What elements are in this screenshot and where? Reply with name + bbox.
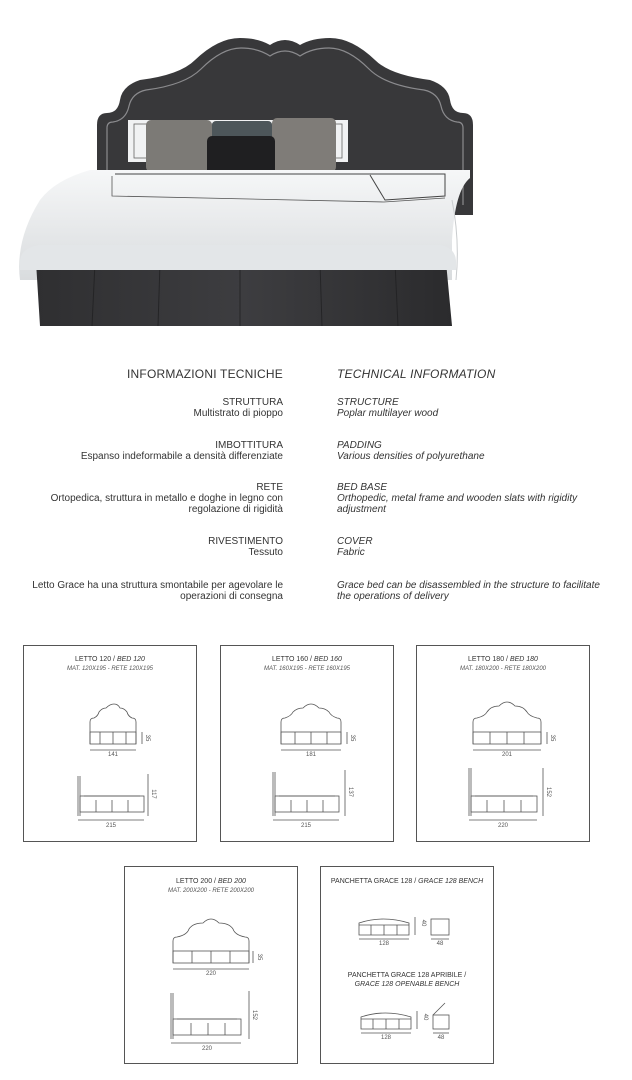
- front-width: 181: [305, 752, 317, 758]
- box-title: LETTO 160 / BED 160: [272, 656, 342, 663]
- box-title: LETTO 180 / BED 180: [468, 656, 538, 663]
- front-height: 35: [549, 734, 555, 742]
- front-height: 35: [144, 734, 150, 742]
- side-length: 220: [201, 1046, 213, 1052]
- note-en: Grace bed can be disassembled in the structure to facilitate the operations of delivery: [337, 580, 600, 602]
- box-title: LETTO 200 / BED 200: [176, 878, 246, 885]
- spec-value-en: Fabric: [337, 547, 365, 558]
- bed-180-diagram: [416, 645, 590, 842]
- spec-value-it: Espanso indeformabile a densità differenziate: [80, 451, 283, 462]
- spec-label-it: RETE: [256, 482, 283, 493]
- technical-specs: [0, 362, 632, 618]
- front-width: 220: [205, 971, 217, 977]
- spec-label-en: COVER: [337, 536, 373, 547]
- spec-label-it: RIVESTIMENTO: [208, 536, 283, 547]
- box-subtitle: MAT. 180X200 - RETE 180X200: [459, 666, 547, 672]
- box-subtitle: MAT. 120X195 - RETE 120X195: [66, 666, 154, 672]
- spec-value-it: Ortopedica, struttura in metallo e doghe in legno con regolazione di rigidità: [50, 493, 283, 515]
- front-width: 141: [107, 752, 119, 758]
- side-height: 137: [347, 786, 353, 798]
- openable-bench-depth: 48: [437, 1035, 445, 1041]
- side-height: 152: [251, 1009, 257, 1021]
- bench-height: 40: [420, 919, 426, 927]
- openable-bench-width: 128: [380, 1035, 392, 1041]
- specs-header-it: INFORMAZIONI TECNICHE: [127, 367, 283, 381]
- specs-header-en: TECHNICAL INFORMATION: [337, 367, 496, 381]
- spec-padding: [0, 435, 632, 477]
- bed-photo: [0, 0, 632, 345]
- front-width: 201: [501, 752, 513, 758]
- box-subtitle: MAT. 160X195 - RETE 160X195: [263, 666, 351, 672]
- openable-bench-title-en: GRACE 128 OPENABLE BENCH: [354, 981, 460, 988]
- spec-label-en: PADDING: [337, 440, 382, 451]
- bed-120-diagram: [23, 645, 197, 842]
- bed-skirt: [36, 262, 452, 326]
- bed-160-diagram: [220, 645, 394, 842]
- front-height: 35: [256, 953, 262, 961]
- spec-value-en: Orthopedic, metal frame and wooden slats with rigidity adjustment: [337, 493, 578, 515]
- spec-value-en: Various densities of polyurethane: [337, 451, 485, 462]
- side-height: 152: [545, 786, 551, 798]
- bench-width: 128: [378, 941, 390, 947]
- side-length: 215: [300, 823, 312, 829]
- side-length: 220: [497, 823, 509, 829]
- openable-bench-height: 40: [422, 1013, 428, 1021]
- spec-label-it: STRUTTURA: [222, 397, 283, 408]
- side-length: 215: [105, 823, 117, 829]
- box-title: LETTO 120 / BED 120: [75, 656, 145, 663]
- spec-label-it: IMBOTTITURA: [215, 440, 283, 451]
- bench-diagram: [320, 866, 494, 1064]
- spec-value-it: Multistrato di pioppo: [193, 408, 283, 419]
- spec-value-it: Tessuto: [248, 547, 283, 558]
- bed-200-diagram: [124, 866, 298, 1064]
- spec-structure: [0, 392, 632, 435]
- spec-label-en: STRUCTURE: [337, 397, 399, 408]
- spec-bed-base: [0, 477, 632, 531]
- spec-label-en: BED BASE: [337, 482, 388, 493]
- bench-depth: 48: [436, 941, 444, 947]
- spec-delivery-note: [0, 578, 632, 618]
- side-height: 117: [150, 789, 156, 799]
- bench-title: PANCHETTA GRACE 128 / GRACE 128 BENCH: [330, 878, 484, 885]
- note-it: Letto Grace ha una struttura smontabile per agevolare le operazioni di consegna: [32, 580, 283, 602]
- front-height: 35: [349, 734, 355, 742]
- openable-bench-title: PANCHETTA GRACE 128 APRIBILE /: [347, 972, 467, 979]
- spec-cover: [0, 531, 632, 578]
- spec-value-en: Poplar multilayer wood: [337, 408, 439, 419]
- box-subtitle: MAT. 200X200 - RETE 200X200: [167, 888, 255, 894]
